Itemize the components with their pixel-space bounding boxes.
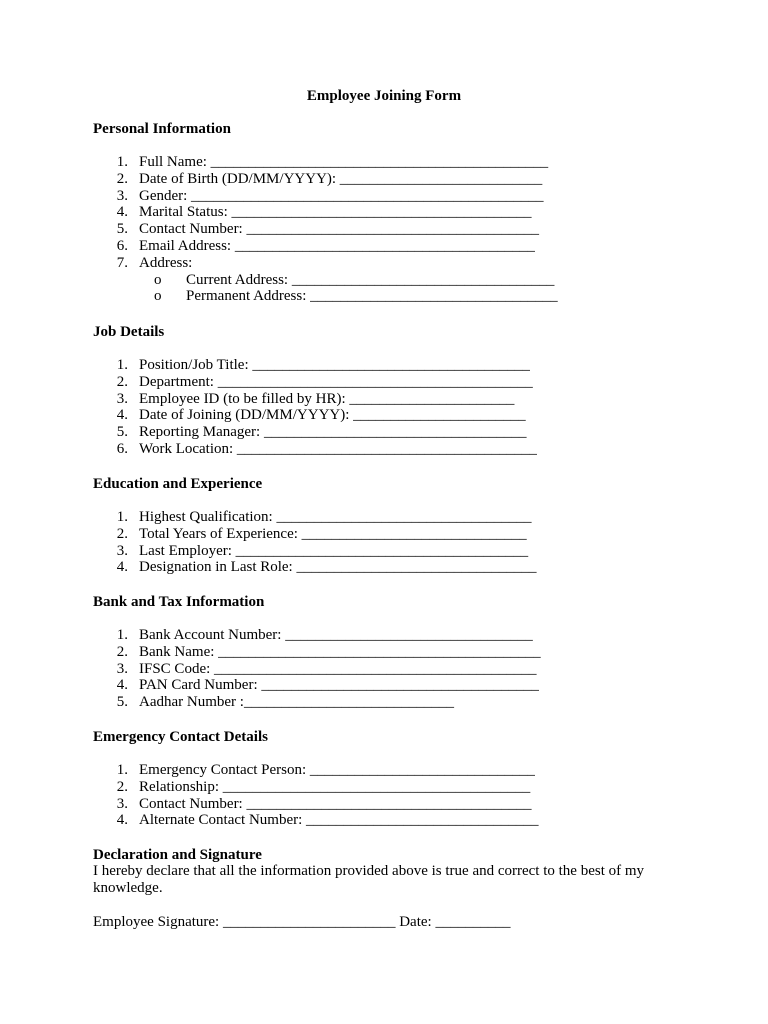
emergency-contact-person-field[interactable]: Emergency Contact Person: ______________________________ xyxy=(139,762,535,778)
list-item xyxy=(0,188,768,205)
list-item xyxy=(0,779,768,796)
item-number: 1. xyxy=(116,627,128,643)
bullet-marker: o xyxy=(154,271,162,288)
item-number: 2. xyxy=(116,643,128,660)
list-item xyxy=(0,559,768,576)
contact-number-field[interactable]: Contact Number: _______________________________________ xyxy=(139,221,539,238)
date-of-birth-field[interactable]: Date of Birth (DD/MM/YYYY): ___________________________ xyxy=(139,170,543,187)
list-item xyxy=(0,357,768,374)
work-location-field[interactable]: Work Location: ________________________________________ xyxy=(139,440,537,457)
section-heading-emergency: Emergency Contact Details xyxy=(93,729,268,745)
address-label: Address: xyxy=(139,254,193,271)
list-item xyxy=(0,441,768,458)
bank-account-number-field[interactable]: Bank Account Number: _________________________________ xyxy=(139,627,533,643)
date-of-joining-field[interactable]: Date of Joining (DD/MM/YYYY): _______________________ xyxy=(139,407,526,424)
list-item xyxy=(0,762,768,779)
pan-card-number-field[interactable]: PAN Card Number: _____________________________________ xyxy=(139,677,539,694)
list-item xyxy=(0,543,768,560)
reporting-manager-field[interactable]: Reporting Manager: ___________________________________ xyxy=(139,424,527,441)
last-employer-field[interactable]: Last Employer: _______________________________________ xyxy=(139,542,529,559)
marital-status-field[interactable]: Marital Status: ________________________________________ xyxy=(139,204,532,221)
item-number: 3. xyxy=(116,390,128,407)
emergency-contact-list xyxy=(0,762,768,829)
list-item xyxy=(0,204,768,221)
signature-date-field[interactable]: Employee Signature: _______________________ Date: __________ xyxy=(93,914,511,930)
list-item xyxy=(0,255,768,272)
list-item xyxy=(0,509,768,526)
section-heading-education: Education and Experience xyxy=(93,476,263,492)
years-of-experience-field[interactable]: Total Years of Experience: ______________________________ xyxy=(139,525,527,542)
list-item xyxy=(0,221,768,238)
department-field[interactable]: Department: __________________________________________ xyxy=(139,373,533,390)
sub-list-item xyxy=(0,272,768,289)
position-field[interactable]: Position/Job Title: _____________________________________ xyxy=(139,357,530,373)
email-address-field[interactable]: Email Address: ________________________________________ xyxy=(139,237,535,254)
aadhar-number-field[interactable]: Aadhar Number :____________________________ xyxy=(139,694,454,711)
job-details-list xyxy=(0,357,768,458)
section-heading-job: Job Details xyxy=(93,324,165,340)
item-number: 4. xyxy=(116,812,128,829)
item-number: 3. xyxy=(116,187,128,204)
item-number: 5. xyxy=(116,221,128,238)
list-item xyxy=(0,391,768,408)
item-number: 2. xyxy=(116,525,128,542)
list-item xyxy=(0,171,768,188)
list-item xyxy=(0,238,768,255)
list-item xyxy=(0,374,768,391)
item-number: 4. xyxy=(116,407,128,424)
employee-id-field[interactable]: Employee ID (to be filled by HR): ______________________ xyxy=(139,390,515,407)
highest-qualification-field[interactable]: Highest Qualification: __________________________________ xyxy=(139,509,532,525)
item-number: 1. xyxy=(116,357,128,373)
item-number: 1. xyxy=(116,509,128,525)
item-number: 2. xyxy=(116,170,128,187)
item-number: 5. xyxy=(116,424,128,441)
list-item xyxy=(0,154,768,171)
ifsc-code-field[interactable]: IFSC Code: ___________________________________________ xyxy=(139,660,537,677)
list-item xyxy=(0,796,768,813)
item-number: 3. xyxy=(116,542,128,559)
section-heading-personal: Personal Information xyxy=(93,121,231,137)
list-item xyxy=(0,661,768,678)
bank-name-field[interactable]: Bank Name: ___________________________________________ xyxy=(139,643,541,660)
list-item xyxy=(0,677,768,694)
item-number: 7. xyxy=(116,254,128,271)
item-number: 6. xyxy=(116,440,128,457)
education-list xyxy=(0,509,768,576)
last-designation-field[interactable]: Designation in Last Role: ________________________________ xyxy=(139,559,537,576)
alternate-contact-number-field[interactable]: Alternate Contact Number: _______________________________ xyxy=(139,812,539,829)
item-number: 6. xyxy=(116,237,128,254)
item-number: 3. xyxy=(116,795,128,812)
list-item xyxy=(0,526,768,543)
current-address-field[interactable]: Current Address: ___________________________________ xyxy=(186,271,555,288)
bullet-marker: o xyxy=(154,288,162,305)
item-number: 3. xyxy=(116,660,128,677)
item-number: 1. xyxy=(116,154,128,170)
permanent-address-field[interactable]: Permanent Address: _________________________________ xyxy=(186,288,558,305)
list-item xyxy=(0,407,768,424)
list-item xyxy=(0,424,768,441)
personal-info-list xyxy=(0,154,768,305)
list-item xyxy=(0,694,768,711)
list-item xyxy=(0,812,768,829)
gender-field[interactable]: Gender: _______________________________________________ xyxy=(139,187,544,204)
item-number: 4. xyxy=(116,559,128,576)
section-heading-bank: Bank and Tax Information xyxy=(93,594,265,610)
item-number: 4. xyxy=(116,677,128,694)
declaration-text: I hereby declare that all the information provided above is true and correct to the best of my knowledge. xyxy=(93,863,645,896)
item-number: 2. xyxy=(116,778,128,795)
item-number: 1. xyxy=(116,762,128,778)
form-title: Employee Joining Form xyxy=(306,88,462,104)
sub-list-item xyxy=(0,288,768,305)
section-heading-declaration: Declaration and Signature xyxy=(93,847,262,863)
list-item xyxy=(0,644,768,661)
item-number: 5. xyxy=(116,694,128,711)
list-item xyxy=(0,627,768,644)
relationship-field[interactable]: Relationship: _________________________________________ xyxy=(139,778,531,795)
emergency-contact-number-field[interactable]: Contact Number: ______________________________________ xyxy=(139,795,532,812)
item-number: 4. xyxy=(116,204,128,221)
full-name-field[interactable]: Full Name: _____________________________________________ xyxy=(139,154,549,170)
bank-info-list xyxy=(0,627,768,711)
item-number: 2. xyxy=(116,373,128,390)
